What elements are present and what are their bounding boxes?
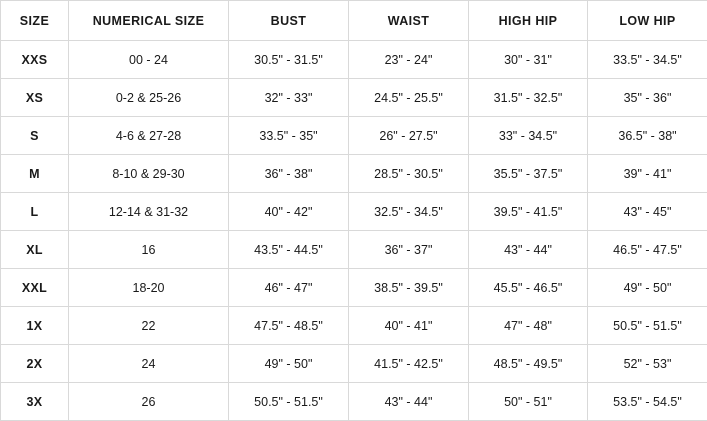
table-row bbox=[1, 155, 707, 193]
table-row bbox=[1, 345, 707, 383]
cell-numerical-size: 22 bbox=[69, 307, 229, 345]
table-row bbox=[1, 117, 707, 155]
table-row bbox=[1, 383, 707, 421]
cell-low-hip: 50.5" - 51.5" bbox=[588, 307, 707, 345]
cell-low-hip: 53.5" - 54.5" bbox=[588, 383, 707, 421]
cell-numerical-size: 00 - 24 bbox=[69, 41, 229, 79]
cell-bust: 30.5" - 31.5" bbox=[229, 41, 349, 79]
cell-high-hip: 50" - 51" bbox=[469, 383, 588, 421]
cell-high-hip: 45.5" - 46.5" bbox=[469, 269, 588, 307]
cell-waist: 41.5" - 42.5" bbox=[349, 345, 469, 383]
cell-bust: 46" - 47" bbox=[229, 269, 349, 307]
cell-size: M bbox=[1, 155, 69, 193]
cell-bust: 49" - 50" bbox=[229, 345, 349, 383]
cell-numerical-size: 8-10 & 29-30 bbox=[69, 155, 229, 193]
column-header-bust: BUST bbox=[229, 1, 349, 41]
cell-waist: 32.5" - 34.5" bbox=[349, 193, 469, 231]
cell-bust: 50.5" - 51.5" bbox=[229, 383, 349, 421]
cell-size: 2X bbox=[1, 345, 69, 383]
cell-high-hip: 33" - 34.5" bbox=[469, 117, 588, 155]
cell-low-hip: 46.5" - 47.5" bbox=[588, 231, 707, 269]
table-row bbox=[1, 41, 707, 79]
cell-bust: 43.5" - 44.5" bbox=[229, 231, 349, 269]
column-header-waist: WAIST bbox=[349, 1, 469, 41]
cell-high-hip: 35.5" - 37.5" bbox=[469, 155, 588, 193]
cell-high-hip: 43" - 44" bbox=[469, 231, 588, 269]
cell-bust: 33.5" - 35" bbox=[229, 117, 349, 155]
column-header-high-hip: HIGH HIP bbox=[469, 1, 588, 41]
cell-low-hip: 33.5" - 34.5" bbox=[588, 41, 707, 79]
cell-size: XL bbox=[1, 231, 69, 269]
cell-size: 1X bbox=[1, 307, 69, 345]
cell-numerical-size: 4-6 & 27-28 bbox=[69, 117, 229, 155]
cell-waist: 40" - 41" bbox=[349, 307, 469, 345]
cell-low-hip: 49" - 50" bbox=[588, 269, 707, 307]
table-header bbox=[1, 1, 707, 41]
table-header-row bbox=[1, 1, 707, 41]
cell-size: XXL bbox=[1, 269, 69, 307]
cell-bust: 47.5" - 48.5" bbox=[229, 307, 349, 345]
table-row bbox=[1, 79, 707, 117]
column-header-numerical-size: NUMERICAL SIZE bbox=[69, 1, 229, 41]
cell-waist: 28.5" - 30.5" bbox=[349, 155, 469, 193]
cell-bust: 36" - 38" bbox=[229, 155, 349, 193]
column-header-size: SIZE bbox=[1, 1, 69, 41]
cell-high-hip: 47" - 48" bbox=[469, 307, 588, 345]
cell-numerical-size: 24 bbox=[69, 345, 229, 383]
cell-waist: 36" - 37" bbox=[349, 231, 469, 269]
cell-low-hip: 43" - 45" bbox=[588, 193, 707, 231]
cell-numerical-size: 12-14 & 31-32 bbox=[69, 193, 229, 231]
cell-high-hip: 31.5" - 32.5" bbox=[469, 79, 588, 117]
cell-size: L bbox=[1, 193, 69, 231]
cell-waist: 43" - 44" bbox=[349, 383, 469, 421]
cell-high-hip: 30" - 31" bbox=[469, 41, 588, 79]
table-row bbox=[1, 193, 707, 231]
cell-size: XXS bbox=[1, 41, 69, 79]
cell-high-hip: 39.5" - 41.5" bbox=[469, 193, 588, 231]
cell-size: S bbox=[1, 117, 69, 155]
cell-size: 3X bbox=[1, 383, 69, 421]
table-body bbox=[1, 41, 707, 421]
cell-waist: 24.5" - 25.5" bbox=[349, 79, 469, 117]
column-header-low-hip: LOW HIP bbox=[588, 1, 707, 41]
cell-numerical-size: 0-2 & 25-26 bbox=[69, 79, 229, 117]
cell-waist: 23" - 24" bbox=[349, 41, 469, 79]
cell-low-hip: 35" - 36" bbox=[588, 79, 707, 117]
cell-waist: 38.5" - 39.5" bbox=[349, 269, 469, 307]
table-row bbox=[1, 269, 707, 307]
cell-waist: 26" - 27.5" bbox=[349, 117, 469, 155]
cell-high-hip: 48.5" - 49.5" bbox=[469, 345, 588, 383]
table-row bbox=[1, 307, 707, 345]
cell-numerical-size: 18-20 bbox=[69, 269, 229, 307]
cell-low-hip: 52" - 53" bbox=[588, 345, 707, 383]
cell-low-hip: 39" - 41" bbox=[588, 155, 707, 193]
cell-size: XS bbox=[1, 79, 69, 117]
cell-low-hip: 36.5" - 38" bbox=[588, 117, 707, 155]
cell-numerical-size: 26 bbox=[69, 383, 229, 421]
cell-numerical-size: 16 bbox=[69, 231, 229, 269]
table-row bbox=[1, 231, 707, 269]
cell-bust: 32" - 33" bbox=[229, 79, 349, 117]
cell-bust: 40" - 42" bbox=[229, 193, 349, 231]
